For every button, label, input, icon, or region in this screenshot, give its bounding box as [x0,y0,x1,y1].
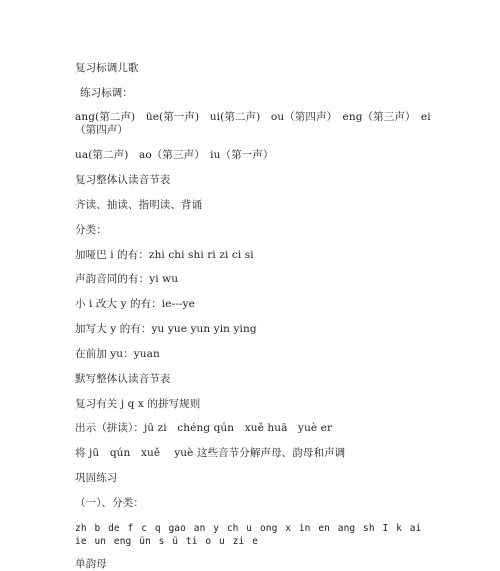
yu-prefix-syllable: 在前加 yu：yuan [75,348,160,360]
single-vowels-label: 单韵母 [75,558,107,570]
heading-whole-syllables: 复习整体认读音节表 [75,174,171,186]
exercise-one-label: （一）、分类： [75,497,144,509]
show-pinyin-line: 出示（拼读）：jū zi chéng qún xuě huā yuè er [75,422,333,434]
heading-jqx-rules: 复习有关 j q x 的拼写规则 [75,398,201,410]
tone-practice-line-1: ang(第二声) üe(第一声) ui(第二声) ou（第四声） eng（第三声） ei（第四声） [75,111,431,136]
heading-review-tone-rhyme: 复习标调儿歌 [75,62,139,74]
classification-label: 分类： [75,224,107,236]
heading-consolidation: 巩固练习 [75,472,118,484]
reading-methods: 齐读、抽读、指明读、背诵 [75,199,203,211]
tone-practice-line-2: ua(第二声) ao（第三声） iu（第一声） [75,149,274,161]
i-to-y-syllables: 小 i 改大 y 的有：ie---ye [75,298,195,310]
classification-items: zh b de f c q gao an y ch u ong x in en ang sh I k ai ie un eng ün s ü ti o u zi e [75,523,422,547]
add-y-syllables: 加写大 y 的有：yu yue yun yin ying [75,323,257,335]
subheading-tone-practice: 练习标调： [80,87,133,99]
decompose-syllables-line: 将 jū qún xuě yuè 这些音节分解声母、韵母和声调 [75,447,346,459]
same-sound-syllables: 声韵音同的有：yi wu [75,273,179,285]
silent-i-syllables: 加哑巴 i 的有：zhi chi shi ri zi ci si [75,249,254,261]
heading-dictation: 默写整体认读音节表 [75,373,171,385]
